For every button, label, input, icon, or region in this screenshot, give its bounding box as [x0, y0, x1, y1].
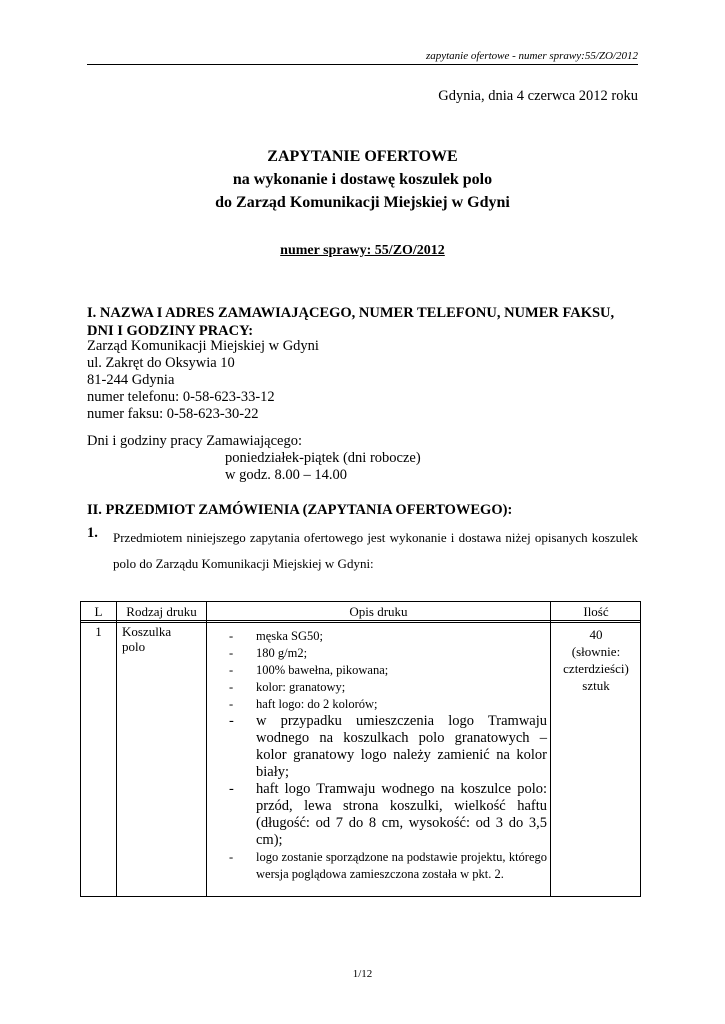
row-description [229, 628, 547, 883]
section1-heading-line2: DNI I GODZINY PRACY: [87, 323, 254, 339]
header-divider [87, 64, 638, 65]
hours-label: Dni i godziny pracy Zamawiającego: [87, 433, 303, 449]
print-table [80, 601, 641, 897]
desc-item: - logo zostanie sporządzone na podstawie projektu, którego wersja poglądowa zamieszczona została w pkt. 2. [229, 849, 547, 883]
page-number: 1/12 [352, 968, 373, 980]
quantity-words-open: (słownie: [571, 644, 621, 659]
address-city: 81-244 Gdynia [87, 372, 175, 388]
desc-item: - kolor: granatowy; [229, 679, 547, 696]
quantity-value: 40 [589, 627, 603, 642]
quantity-words: czterdzieści) [563, 661, 629, 676]
address-name: Zarząd Komunikacji Miejskiej w Gdyni [87, 338, 319, 354]
item-text: Przedmiotem niniejszego zapytania ofertowego jest wykonanie i dostawa niżej opisanych koszulek polo do Zarządu Komunikacji Miejskiej w Gdyni: [113, 530, 638, 571]
desc-item: - haft logo Tramwaju wodnego na koszulce polo: przód, lewa strona koszulki, wielkość haftu (długość: od 7 do 8 cm, wysokość: od 3 do 3,5 cm); [229, 781, 547, 849]
address-street: ul. Zakręt do Oksywia 10 [87, 355, 235, 371]
desc-item: - w przypadku umieszczenia logo Tramwaju wodnego na koszulkach polo granatowych – kolor granatowy logo należy zamienić na kolor biały; [229, 713, 547, 781]
header-lp: L [94, 604, 103, 619]
table-header-divider [81, 620, 640, 621]
section1-heading-line1: I. NAZWA I ADRES ZAMAWIAJĄCEGO, NUMER TELEFONU, NUMER FAKSU, [87, 305, 615, 321]
document-title: ZAPYTANIE OFERTOWE [267, 148, 458, 165]
desc-item: - 100% bawełna, pikowana; [229, 662, 547, 679]
table-header-divider [81, 622, 640, 623]
item-number: 1. [87, 525, 98, 541]
section2-heading: II. PRZEDMIOT ZAMÓWIENIA (ZAPYTANIA OFERTOWEGO): [87, 502, 513, 518]
row-type-line2: polo [122, 639, 146, 654]
row-lp: 1 [95, 624, 102, 639]
date-line: Gdynia, dnia 4 czerwca 2012 roku [438, 88, 638, 104]
table-col-divider [206, 602, 207, 896]
running-header: zapytanie ofertowe - numer sprawy:55/ZO/2012 [425, 50, 638, 62]
header-quantity: Ilość [583, 604, 609, 619]
header-type: Rodzaj druku [126, 604, 197, 619]
header-description: Opis druku [349, 604, 408, 619]
desc-item: - męska SG50; [229, 628, 547, 645]
desc-item: - 180 g/m2; [229, 645, 547, 662]
quantity-unit: sztuk [582, 678, 610, 693]
document-subtitle-line1: na wykonanie i dostawę koszulek polo [232, 171, 493, 188]
document-subtitle-line2: do Zarząd Komunikacji Miejskiej w Gdyni [215, 194, 510, 211]
table-col-divider [116, 602, 117, 896]
fax-number: numer faksu: 0-58-623-30-22 [87, 406, 259, 422]
case-number-text: numer sprawy: 55/ZO/2012 [280, 243, 445, 258]
row-quantity [551, 626, 641, 694]
desc-item: - haft logo: do 2 kolorów; [229, 696, 547, 713]
phone-number: numer telefonu: 0-58-623-33-12 [87, 389, 275, 405]
hours-time: w godz. 8.00 – 14.00 [225, 467, 348, 483]
case-number [87, 243, 638, 259]
hours-days: poniedziałek-piątek (dni robocze) [225, 450, 421, 466]
row-type-line1: Koszulka [122, 624, 172, 639]
